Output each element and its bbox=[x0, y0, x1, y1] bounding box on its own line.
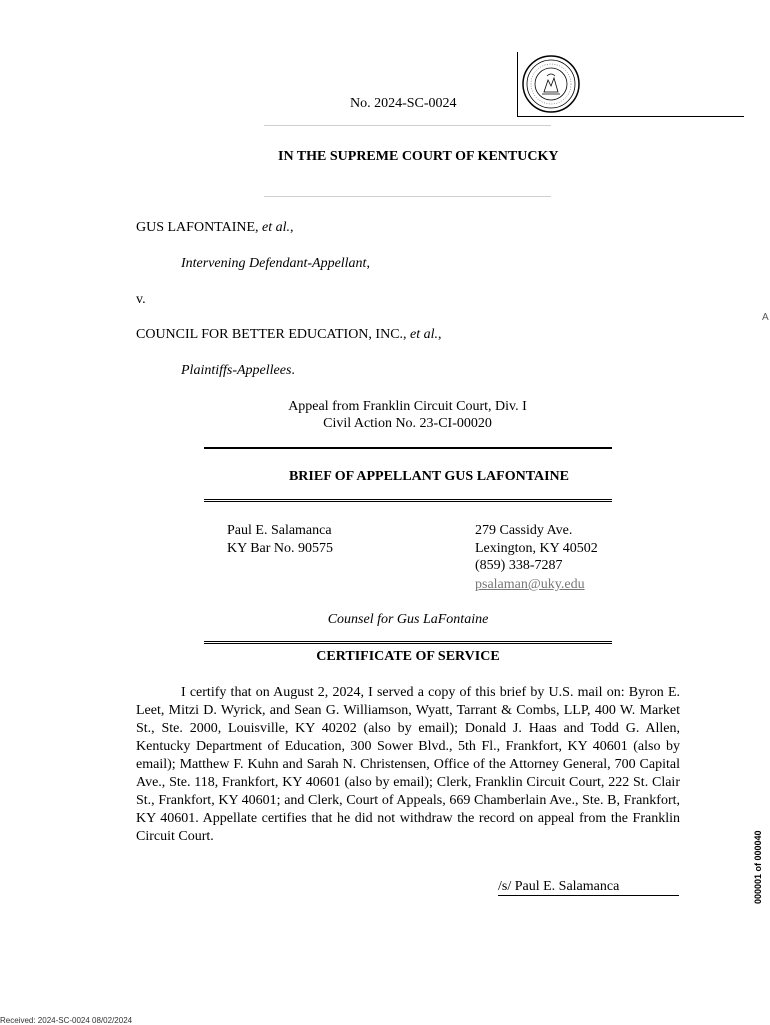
appellant-role: Intervening Defendant-Appellant bbox=[181, 256, 367, 271]
counsel-address-1: 279 Cassidy Ave. bbox=[475, 523, 573, 538]
appeal-line-2: Civil Action No. 23-CI-00020 bbox=[323, 416, 492, 431]
brief-title: BRIEF OF APPELLANT GUS LAFONTAINE bbox=[288, 469, 570, 484]
appellee-etal: et al. bbox=[410, 327, 439, 342]
margin-letter: A bbox=[762, 312, 769, 323]
certificate-text bbox=[136, 684, 680, 846]
certificate-heading: CERTIFICATE OF SERVICE bbox=[316, 649, 500, 664]
appellant-etal: et al. bbox=[262, 220, 291, 235]
appellant-line: GUS LAFONTAINE, et al., bbox=[136, 220, 294, 235]
versus: v. bbox=[136, 292, 146, 307]
divider-top bbox=[264, 125, 551, 126]
page-stamp: 000001 of 000040 bbox=[753, 830, 763, 904]
kentucky-supreme-court-seal-icon bbox=[518, 52, 582, 116]
counsel-phone: (859) 338-7287 bbox=[475, 558, 563, 573]
appellee-line: COUNCIL FOR BETTER EDUCATION, INC., et al., bbox=[136, 327, 442, 342]
divider-certificate bbox=[204, 641, 612, 644]
appellee-name: COUNCIL FOR BETTER EDUCATION, INC., bbox=[136, 327, 407, 342]
divider-brief-bottom bbox=[204, 499, 612, 502]
counsel-caption: Counsel for Gus LaFontaine bbox=[327, 612, 489, 627]
counsel-address-2: Lexington, KY 40502 bbox=[475, 541, 598, 556]
divider-court bbox=[264, 196, 551, 197]
case-number: No. 2024-SC-0024 bbox=[350, 96, 457, 111]
seal-container bbox=[517, 52, 582, 116]
appellant-role-line: Intervening Defendant-Appellant, bbox=[181, 256, 370, 271]
counsel-name: Paul E. Salamanca bbox=[227, 523, 332, 538]
court-title: IN THE SUPREME COURT OF KENTUCKY bbox=[278, 149, 559, 164]
divider-brief-top bbox=[204, 447, 612, 449]
received-stamp: Received: 2024-SC-0024 08/02/2024 bbox=[0, 1016, 133, 1025]
certificate-body: I certify that on August 2, 2024, I served a copy of this brief by U.S. mail on: Byron E. Leet, Mitzi D. Wyrick, and Sean G. Williamson, Wyatt, Tarrant & Combs, LLP, 400 W. Market St., Ste. 2000, Louisville, KY 40202 (also by email); Donald J. Haas and Todd G. Allen, Kentucky Department of Education, 300 Sower Blvd., 5th Fl., Frankfort, KY 40601 (also by email); Matthew F. Kuhn and Sarah N. Christensen, Office of the Attorney General, 700 Capital Ave., Ste. 118, Frankfort, KY 40601 (also by email); Clerk, Franklin Circuit Court, 222 St. Clair St., Frankfort, KY 40601; and Clerk, Court of Appeals, 669 Chamberlain Ave., Ste. B, Frankfort, KY 40601. Appellate certifies that he did not withdraw the record on appeal from the Franklin Circuit Court. bbox=[136, 685, 680, 844]
seal-underline bbox=[517, 116, 744, 117]
counsel-bar: KY Bar No. 90575 bbox=[227, 541, 334, 556]
signature-line: /s/ Paul E. Salamanca bbox=[498, 879, 679, 896]
appellant-name: GUS LAFONTAINE, bbox=[136, 220, 259, 235]
appellee-role-line: Plaintiffs-Appellees. bbox=[181, 363, 295, 378]
appeal-line-1: Appeal from Franklin Circuit Court, Div. I bbox=[288, 399, 527, 414]
appellee-role: Plaintiffs-Appellees bbox=[181, 363, 292, 378]
counsel-email-link[interactable]: psalaman@uky.edu bbox=[475, 577, 585, 592]
